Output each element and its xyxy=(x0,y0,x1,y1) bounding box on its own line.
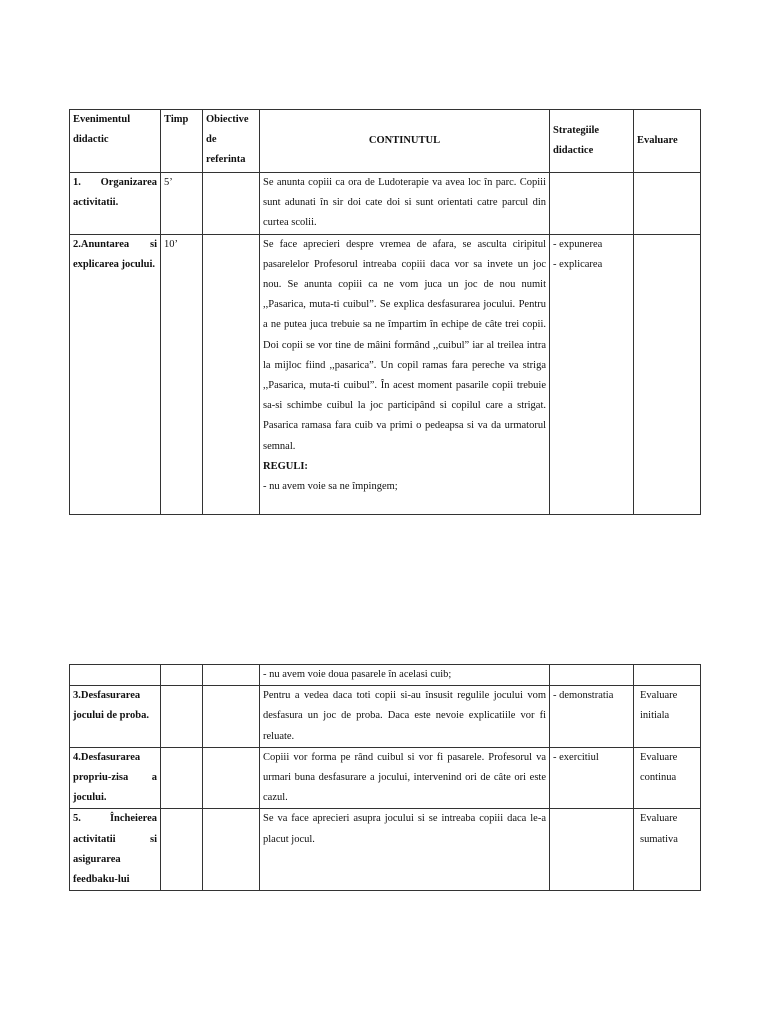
time-cell xyxy=(161,747,203,809)
table-row xyxy=(70,234,701,514)
time-cell: 10’ xyxy=(161,234,203,514)
time-cell xyxy=(161,686,203,748)
header-time: Timp xyxy=(161,110,203,173)
table-row xyxy=(70,686,701,748)
event-cell: 5. Încheierea activitatii si asigurarea feedbaku-lui xyxy=(70,809,161,891)
content-cell xyxy=(260,234,550,514)
objectives-cell xyxy=(203,173,260,235)
event-cell: 4.Desfasurarea propriu-zisa a jocului. xyxy=(70,747,161,809)
header-strategies: Strategiile didactice xyxy=(550,110,634,173)
strategy-item: - explicarea xyxy=(553,258,603,270)
table-row xyxy=(70,665,701,686)
header-objectives: Obiective de referinta xyxy=(203,110,260,173)
objectives-cell xyxy=(203,747,260,809)
content-cell: - nu avem voie doua pasarele în acelasi cuib; xyxy=(260,665,550,686)
table-row xyxy=(70,809,701,891)
content-cell: Copiii vor forma pe rând cuibul si vor fi pasarele. Profesorul va urmari buna desfasurare a jocului, intervenind ori de câte ori este cazul. xyxy=(260,747,550,809)
header-evaluation: Evaluare xyxy=(634,110,701,173)
content-cell: Se anunta copiii ca ora de Ludoterapie va avea loc în parc. Copiii sunt adunati în sir doi cate doi si sunt orientati catre parcul din curtea scolii. xyxy=(260,173,550,235)
content-cell: Pentru a vedea daca toti copii si-au însusit regulile jocului vom desfasura un joc de proba. Daca este nevoie explicatiile vor fi reluate. xyxy=(260,686,550,748)
strategies-cell xyxy=(550,809,634,891)
rules-title: REGULI: xyxy=(263,460,308,472)
time-cell xyxy=(161,809,203,891)
objectives-cell xyxy=(203,686,260,748)
header-content: CONTINUTUL xyxy=(260,110,550,173)
lesson-plan-table-page1 xyxy=(69,109,701,515)
event-cell: 3.Desfasurarea jocului de proba. xyxy=(70,686,161,748)
evaluation-cell: Evaluare continua xyxy=(634,747,701,809)
strategies-cell xyxy=(550,234,634,514)
table-row xyxy=(70,747,701,809)
lesson-plan-table-page2 xyxy=(69,664,701,891)
strategies-cell xyxy=(550,173,634,235)
evaluation-cell xyxy=(634,234,701,514)
header-event: Evenimentul didactic xyxy=(70,110,161,173)
time-cell: 5’ xyxy=(161,173,203,235)
evaluation-cell xyxy=(634,173,701,235)
table-row xyxy=(70,173,701,235)
rule-item: - nu avem voie sa ne împingem; xyxy=(263,481,398,493)
content-cell: Se va face aprecieri asupra jocului si se intreaba copiii daca le-a placut jocul. xyxy=(260,809,550,891)
evaluation-cell: Evaluare initiala xyxy=(634,686,701,748)
table-header-row xyxy=(70,110,701,173)
strategies-cell: - demonstratia xyxy=(550,686,634,748)
strategy-item: - expunerea xyxy=(553,238,603,250)
evaluation-cell: Evaluare sumativa xyxy=(634,809,701,891)
content-text: Se face aprecieri despre vremea de afara, se asculta ciripitul pasarelelor Profesorul intreaba copiii daca vor sa invete un joc nou. Se anunta copiii ca ne vom juca un joc de nou numit ,,Pasarica, muta-ti cuibul”. Se explica desfasurarea jocului. Pentru a ne putea juca trebuie sa ne împartim în echipe de câte trei copii. Doi copii se vor tine de mâini formând ,,cuibul” iar al treilea intra la mijloc fiind ,,pasarica”. Un copil ramas fara pereche va striga ,,Pasarica, muta-ti cuibul”. În acest moment pasarile copii trebuie sa-si schimbe cuibul la joc participând si copilul care a strigat. Pasarica ramasa fara cuib va primi o pedeapsa si va da urmatorul semnal. xyxy=(263,238,546,452)
objectives-cell xyxy=(203,809,260,891)
strategies-cell: - exercitiul xyxy=(550,747,634,809)
objectives-cell xyxy=(203,234,260,514)
event-cell: 2.Anuntarea si explicarea jocului. xyxy=(70,234,161,514)
event-cell: 1. Organizarea activitatii. xyxy=(70,173,161,235)
